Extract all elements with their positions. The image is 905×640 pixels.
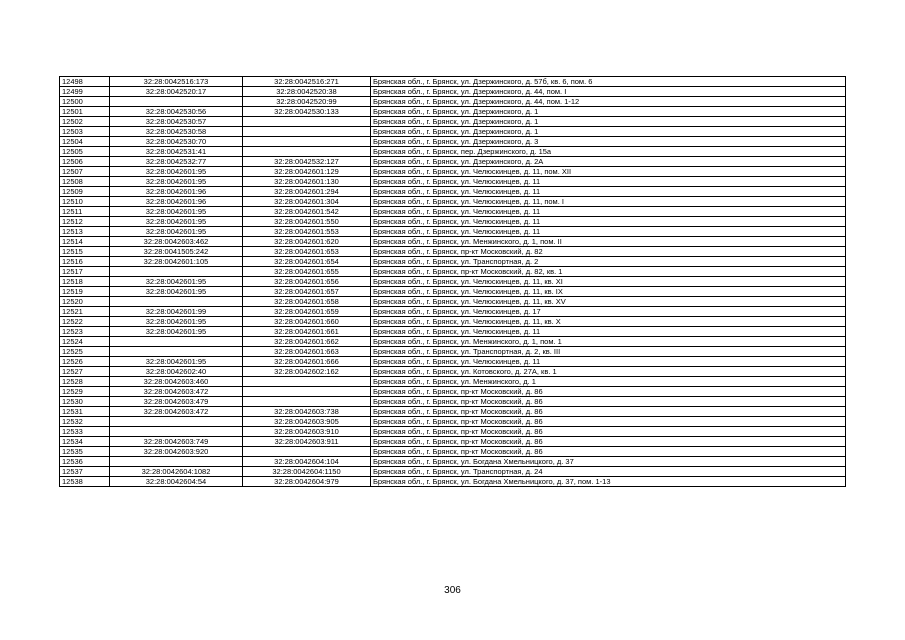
address-cell: Брянская обл., г. Брянск, пр-кт Московский, д. 86: [371, 437, 846, 447]
land-cadastral-number-cell: 32:28:0042601:96: [110, 197, 243, 207]
land-cadastral-number-cell: 32:28:0042601:95: [110, 277, 243, 287]
land-cadastral-number-cell: 32:28:0042604:54: [110, 477, 243, 487]
row-number-cell: 12513: [60, 227, 110, 237]
row-number-cell: 12524: [60, 337, 110, 347]
table-row: [60, 477, 846, 487]
land-cadastral-number-cell: 32:28:0042603:920: [110, 447, 243, 457]
land-cadastral-number-cell: 32:28:0042530:70: [110, 137, 243, 147]
row-number-cell: 12511: [60, 207, 110, 217]
table-row: [60, 217, 846, 227]
address-cell: Брянская обл., г. Брянск, ул. Челюскинцев, д. 11: [371, 327, 846, 337]
land-cadastral-number-cell: 32:28:0042601:95: [110, 177, 243, 187]
land-cadastral-number-cell: 32:28:0042601:95: [110, 167, 243, 177]
row-number-cell: 12504: [60, 137, 110, 147]
address-cell: Брянская обл., г. Брянск, ул. Дзержинского, д. 2А: [371, 157, 846, 167]
object-cadastral-number-cell: 32:28:0042603:905: [243, 417, 371, 427]
address-cell: Брянская обл., г. Брянск, ул. Челюскинцев, д. 11, кв. XI: [371, 277, 846, 287]
registry-table-body: [60, 77, 846, 487]
land-cadastral-number-cell: [110, 417, 243, 427]
land-cadastral-number-cell: 32:28:0042603:460: [110, 377, 243, 387]
row-number-cell: 12535: [60, 447, 110, 457]
table-row: [60, 447, 846, 457]
address-cell: Брянская обл., г. Брянск, пр-кт Московский, д. 82, кв. 1: [371, 267, 846, 277]
address-cell: Брянская обл., г. Брянск, ул. Челюскинцев, д. 11: [371, 187, 846, 197]
address-cell: Брянская обл., г. Брянск, пр-кт Московский, д. 86: [371, 397, 846, 407]
table-row: [60, 297, 846, 307]
object-cadastral-number-cell: 32:28:0042601:662: [243, 337, 371, 347]
land-cadastral-number-cell: 32:28:0042530:58: [110, 127, 243, 137]
object-cadastral-number-cell: 32:28:0042601:620: [243, 237, 371, 247]
address-cell: Брянская обл., г. Брянск, пр-кт Московский, д. 82: [371, 247, 846, 257]
address-cell: Брянская обл., г. Брянск, ул. Богдана Хмельницкого, д. 37, пом. 1-13: [371, 477, 846, 487]
table-row: [60, 157, 846, 167]
object-cadastral-number-cell: 32:28:0042601:658: [243, 297, 371, 307]
object-cadastral-number-cell: 32:28:0042603:910: [243, 427, 371, 437]
row-number-cell: 12507: [60, 167, 110, 177]
table-row: [60, 197, 846, 207]
row-number-cell: 12500: [60, 97, 110, 107]
address-cell: Брянская обл., г. Брянск, пр-кт Московский, д. 86: [371, 427, 846, 437]
table-row: [60, 377, 846, 387]
table-row: [60, 97, 846, 107]
address-cell: Брянская обл., г. Брянск, пр-кт Московский, д. 86: [371, 417, 846, 427]
address-cell: Брянская обл., г. Брянск, ул. Челюскинцев, д. 11, пом. XII: [371, 167, 846, 177]
land-cadastral-number-cell: 32:28:0042601:95: [110, 207, 243, 217]
object-cadastral-number-cell: 32:28:0042601:654: [243, 257, 371, 267]
address-cell: Брянская обл., г. Брянск, пр-кт Московский, д. 86: [371, 447, 846, 457]
object-cadastral-number-cell: 32:28:0042603:738: [243, 407, 371, 417]
object-cadastral-number-cell: 32:28:0042603:911: [243, 437, 371, 447]
table-row: [60, 387, 846, 397]
object-cadastral-number-cell: [243, 127, 371, 137]
land-cadastral-number-cell: [110, 347, 243, 357]
table-row: [60, 457, 846, 467]
land-cadastral-number-cell: 32:28:0042601:105: [110, 257, 243, 267]
row-number-cell: 12502: [60, 117, 110, 127]
land-cadastral-number-cell: 32:28:0042603:472: [110, 407, 243, 417]
land-cadastral-number-cell: [110, 297, 243, 307]
object-cadastral-number-cell: 32:28:0042601:666: [243, 357, 371, 367]
row-number-cell: 12528: [60, 377, 110, 387]
land-cadastral-number-cell: 32:28:0042601:99: [110, 307, 243, 317]
table-row: [60, 437, 846, 447]
row-number-cell: 12508: [60, 177, 110, 187]
land-cadastral-number-cell: 32:28:0042531:41: [110, 147, 243, 157]
table-row: [60, 257, 846, 267]
address-cell: Брянская обл., г. Брянск, ул. Челюскинцев, д. 17: [371, 307, 846, 317]
address-cell: Брянская обл., г. Брянск, ул. Дзержинского, д. 1: [371, 127, 846, 137]
object-cadastral-number-cell: 32:28:0042601:663: [243, 347, 371, 357]
row-number-cell: 12512: [60, 217, 110, 227]
table-row: [60, 247, 846, 257]
address-cell: Брянская обл., г. Брянск, ул. Челюскинцев, д. 11: [371, 217, 846, 227]
address-cell: Брянская обл., г. Брянск, ул. Менжинского, д. 1, пом. II: [371, 237, 846, 247]
row-number-cell: 12532: [60, 417, 110, 427]
table-row: [60, 467, 846, 477]
object-cadastral-number-cell: 32:28:0042516:271: [243, 77, 371, 87]
table-row: [60, 237, 846, 247]
table-row: [60, 177, 846, 187]
object-cadastral-number-cell: 32:28:0042601:656: [243, 277, 371, 287]
address-cell: Брянская обл., г. Брянск, ул. Дзержинского, д. 44, пом. I: [371, 87, 846, 97]
row-number-cell: 12501: [60, 107, 110, 117]
address-cell: Брянская обл., г. Брянск, ул. Челюскинцев, д. 11: [371, 227, 846, 237]
table-row: [60, 327, 846, 337]
table-row: [60, 397, 846, 407]
registry-table: [59, 76, 846, 487]
object-cadastral-number-cell: 32:28:0042601:661: [243, 327, 371, 337]
table-row: [60, 227, 846, 237]
object-cadastral-number-cell: 32:28:0042601:553: [243, 227, 371, 237]
row-number-cell: 12534: [60, 437, 110, 447]
table-row: [60, 87, 846, 97]
row-number-cell: 12514: [60, 237, 110, 247]
address-cell: Брянская обл., г. Брянск, ул. Дзержинского, д. 1: [371, 117, 846, 127]
land-cadastral-number-cell: [110, 97, 243, 107]
row-number-cell: 12533: [60, 427, 110, 437]
address-cell: Брянская обл., г. Брянск, ул. Челюскинцев, д. 11, кв. X: [371, 317, 846, 327]
row-number-cell: 12522: [60, 317, 110, 327]
row-number-cell: 12530: [60, 397, 110, 407]
land-cadastral-number-cell: 32:28:0042516:173: [110, 77, 243, 87]
object-cadastral-number-cell: 32:28:0042604:104: [243, 457, 371, 467]
row-number-cell: 12523: [60, 327, 110, 337]
land-cadastral-number-cell: 32:28:0042601:95: [110, 217, 243, 227]
address-cell: Брянская обл., г. Брянск, ул. Богдана Хмельницкого, д. 37: [371, 457, 846, 467]
address-cell: Брянская обл., г. Брянск, ул. Челюскинцев, д. 11, пом. I: [371, 197, 846, 207]
land-cadastral-number-cell: [110, 427, 243, 437]
row-number-cell: 12538: [60, 477, 110, 487]
table-row: [60, 207, 846, 217]
table-row: [60, 277, 846, 287]
row-number-cell: 12537: [60, 467, 110, 477]
table-row: [60, 127, 846, 137]
row-number-cell: 12505: [60, 147, 110, 157]
table-row: [60, 427, 846, 437]
address-cell: Брянская обл., г. Брянск, пер. Дзержинского, д. 15а: [371, 147, 846, 157]
object-cadastral-number-cell: 32:28:0042601:294: [243, 187, 371, 197]
land-cadastral-number-cell: 32:28:0042532:77: [110, 157, 243, 167]
land-cadastral-number-cell: 32:28:0042601:96: [110, 187, 243, 197]
table-row: [60, 107, 846, 117]
land-cadastral-number-cell: 32:28:0042602:40: [110, 367, 243, 377]
row-number-cell: 12521: [60, 307, 110, 317]
object-cadastral-number-cell: 32:28:0042604:979: [243, 477, 371, 487]
object-cadastral-number-cell: 32:28:0042601:653: [243, 247, 371, 257]
table-row: [60, 407, 846, 417]
address-cell: Брянская обл., г. Брянск, ул. Дзержинского, д. 1: [371, 107, 846, 117]
row-number-cell: 12498: [60, 77, 110, 87]
row-number-cell: 12520: [60, 297, 110, 307]
address-cell: Брянская обл., г. Брянск, ул. Менжинского, д. 1, пом. 1: [371, 337, 846, 347]
address-cell: Брянская обл., г. Брянск, ул. Челюскинцев, д. 11, кв. XV: [371, 297, 846, 307]
object-cadastral-number-cell: [243, 147, 371, 157]
object-cadastral-number-cell: 32:28:0042601:129: [243, 167, 371, 177]
row-number-cell: 12527: [60, 367, 110, 377]
table-row: [60, 337, 846, 347]
page-number: 306: [444, 585, 461, 596]
address-cell: Брянская обл., г. Брянск, ул. Котовского, д. 27А, кв. 1: [371, 367, 846, 377]
table-row: [60, 77, 846, 87]
object-cadastral-number-cell: [243, 397, 371, 407]
address-cell: Брянская обл., г. Брянск, ул. Дзержинского, д. 44, пом. 1-12: [371, 97, 846, 107]
row-number-cell: 12525: [60, 347, 110, 357]
table-row: [60, 287, 846, 297]
address-cell: Брянская обл., г. Брянск, ул. Дзержинского, д. 3: [371, 137, 846, 147]
address-cell: Брянская обл., г. Брянск, ул. Челюскинцев, д. 11: [371, 357, 846, 367]
table-row: [60, 417, 846, 427]
table-row: [60, 267, 846, 277]
object-cadastral-number-cell: 32:28:0042601:660: [243, 317, 371, 327]
row-number-cell: 12510: [60, 197, 110, 207]
table-row: [60, 367, 846, 377]
land-cadastral-number-cell: 32:28:0042603:462: [110, 237, 243, 247]
land-cadastral-number-cell: 32:28:0042601:95: [110, 327, 243, 337]
land-cadastral-number-cell: [110, 457, 243, 467]
land-cadastral-number-cell: 32:28:0042601:95: [110, 357, 243, 367]
object-cadastral-number-cell: [243, 387, 371, 397]
table-row: [60, 347, 846, 357]
row-number-cell: 12517: [60, 267, 110, 277]
object-cadastral-number-cell: 32:28:0042601:655: [243, 267, 371, 277]
address-cell: Брянская обл., г. Брянск, ул. Транспортная, д. 24: [371, 467, 846, 477]
object-cadastral-number-cell: 32:28:0042604:1150: [243, 467, 371, 477]
object-cadastral-number-cell: [243, 117, 371, 127]
address-cell: Брянская обл., г. Брянск, ул. Транспортная, д. 2, кв. III: [371, 347, 846, 357]
row-number-cell: 12536: [60, 457, 110, 467]
table-row: [60, 317, 846, 327]
land-cadastral-number-cell: 32:28:0042604:1082: [110, 467, 243, 477]
address-cell: Брянская обл., г. Брянск, ул. Менжинского, д. 1: [371, 377, 846, 387]
table-row: [60, 307, 846, 317]
table-row: [60, 117, 846, 127]
address-cell: Брянская обл., г. Брянск, ул. Транспортная, д. 2: [371, 257, 846, 267]
land-cadastral-number-cell: [110, 337, 243, 347]
object-cadastral-number-cell: 32:28:0042601:304: [243, 197, 371, 207]
row-number-cell: 12509: [60, 187, 110, 197]
land-cadastral-number-cell: 32:28:0042601:95: [110, 317, 243, 327]
object-cadastral-number-cell: 32:28:0042601:542: [243, 207, 371, 217]
land-cadastral-number-cell: 32:28:0042603:472: [110, 387, 243, 397]
land-cadastral-number-cell: 32:28:0042530:56: [110, 107, 243, 117]
object-cadastral-number-cell: 32:28:0042601:657: [243, 287, 371, 297]
row-number-cell: 12503: [60, 127, 110, 137]
table-row: [60, 167, 846, 177]
object-cadastral-number-cell: 32:28:0042532:127: [243, 157, 371, 167]
table-row: [60, 187, 846, 197]
row-number-cell: 12531: [60, 407, 110, 417]
land-cadastral-number-cell: 32:28:0042520:17: [110, 87, 243, 97]
row-number-cell: 12519: [60, 287, 110, 297]
row-number-cell: 12506: [60, 157, 110, 167]
land-cadastral-number-cell: [110, 267, 243, 277]
object-cadastral-number-cell: 32:28:0042601:550: [243, 217, 371, 227]
address-cell: Брянская обл., г. Брянск, ул. Челюскинцев, д. 11, кв. IX: [371, 287, 846, 297]
table-row: [60, 357, 846, 367]
land-cadastral-number-cell: 32:28:0042603:479: [110, 397, 243, 407]
address-cell: Брянская обл., г. Брянск, ул. Челюскинцев, д. 11: [371, 207, 846, 217]
row-number-cell: 12518: [60, 277, 110, 287]
row-number-cell: 12526: [60, 357, 110, 367]
land-cadastral-number-cell: 32:28:0042601:95: [110, 227, 243, 237]
object-cadastral-number-cell: 32:28:0042602:162: [243, 367, 371, 377]
address-cell: Брянская обл., г. Брянск, ул. Челюскинцев, д. 11: [371, 177, 846, 187]
table-row: [60, 137, 846, 147]
land-cadastral-number-cell: 32:28:0042603:749: [110, 437, 243, 447]
land-cadastral-number-cell: 32:28:0042601:95: [110, 287, 243, 297]
object-cadastral-number-cell: 32:28:0042520:38: [243, 87, 371, 97]
row-number-cell: 12515: [60, 247, 110, 257]
object-cadastral-number-cell: 32:28:0042530:133: [243, 107, 371, 117]
row-number-cell: 12499: [60, 87, 110, 97]
address-cell: Брянская обл., г. Брянск, пр-кт Московский, д. 86: [371, 387, 846, 397]
row-number-cell: 12529: [60, 387, 110, 397]
row-number-cell: 12516: [60, 257, 110, 267]
object-cadastral-number-cell: 32:28:0042520:99: [243, 97, 371, 107]
land-cadastral-number-cell: 32:28:0042530:57: [110, 117, 243, 127]
land-cadastral-number-cell: 32:28:0041505:242: [110, 247, 243, 257]
address-cell: Брянская обл., г. Брянск, пр-кт Московский, д. 86: [371, 407, 846, 417]
address-cell: Брянская обл., г. Брянск, ул. Дзержинского, д. 57б, кв. 6, пом. 6: [371, 77, 846, 87]
object-cadastral-number-cell: 32:28:0042601:659: [243, 307, 371, 317]
table-row: [60, 147, 846, 157]
object-cadastral-number-cell: [243, 377, 371, 387]
object-cadastral-number-cell: [243, 447, 371, 457]
object-cadastral-number-cell: [243, 137, 371, 147]
object-cadastral-number-cell: 32:28:0042601:130: [243, 177, 371, 187]
